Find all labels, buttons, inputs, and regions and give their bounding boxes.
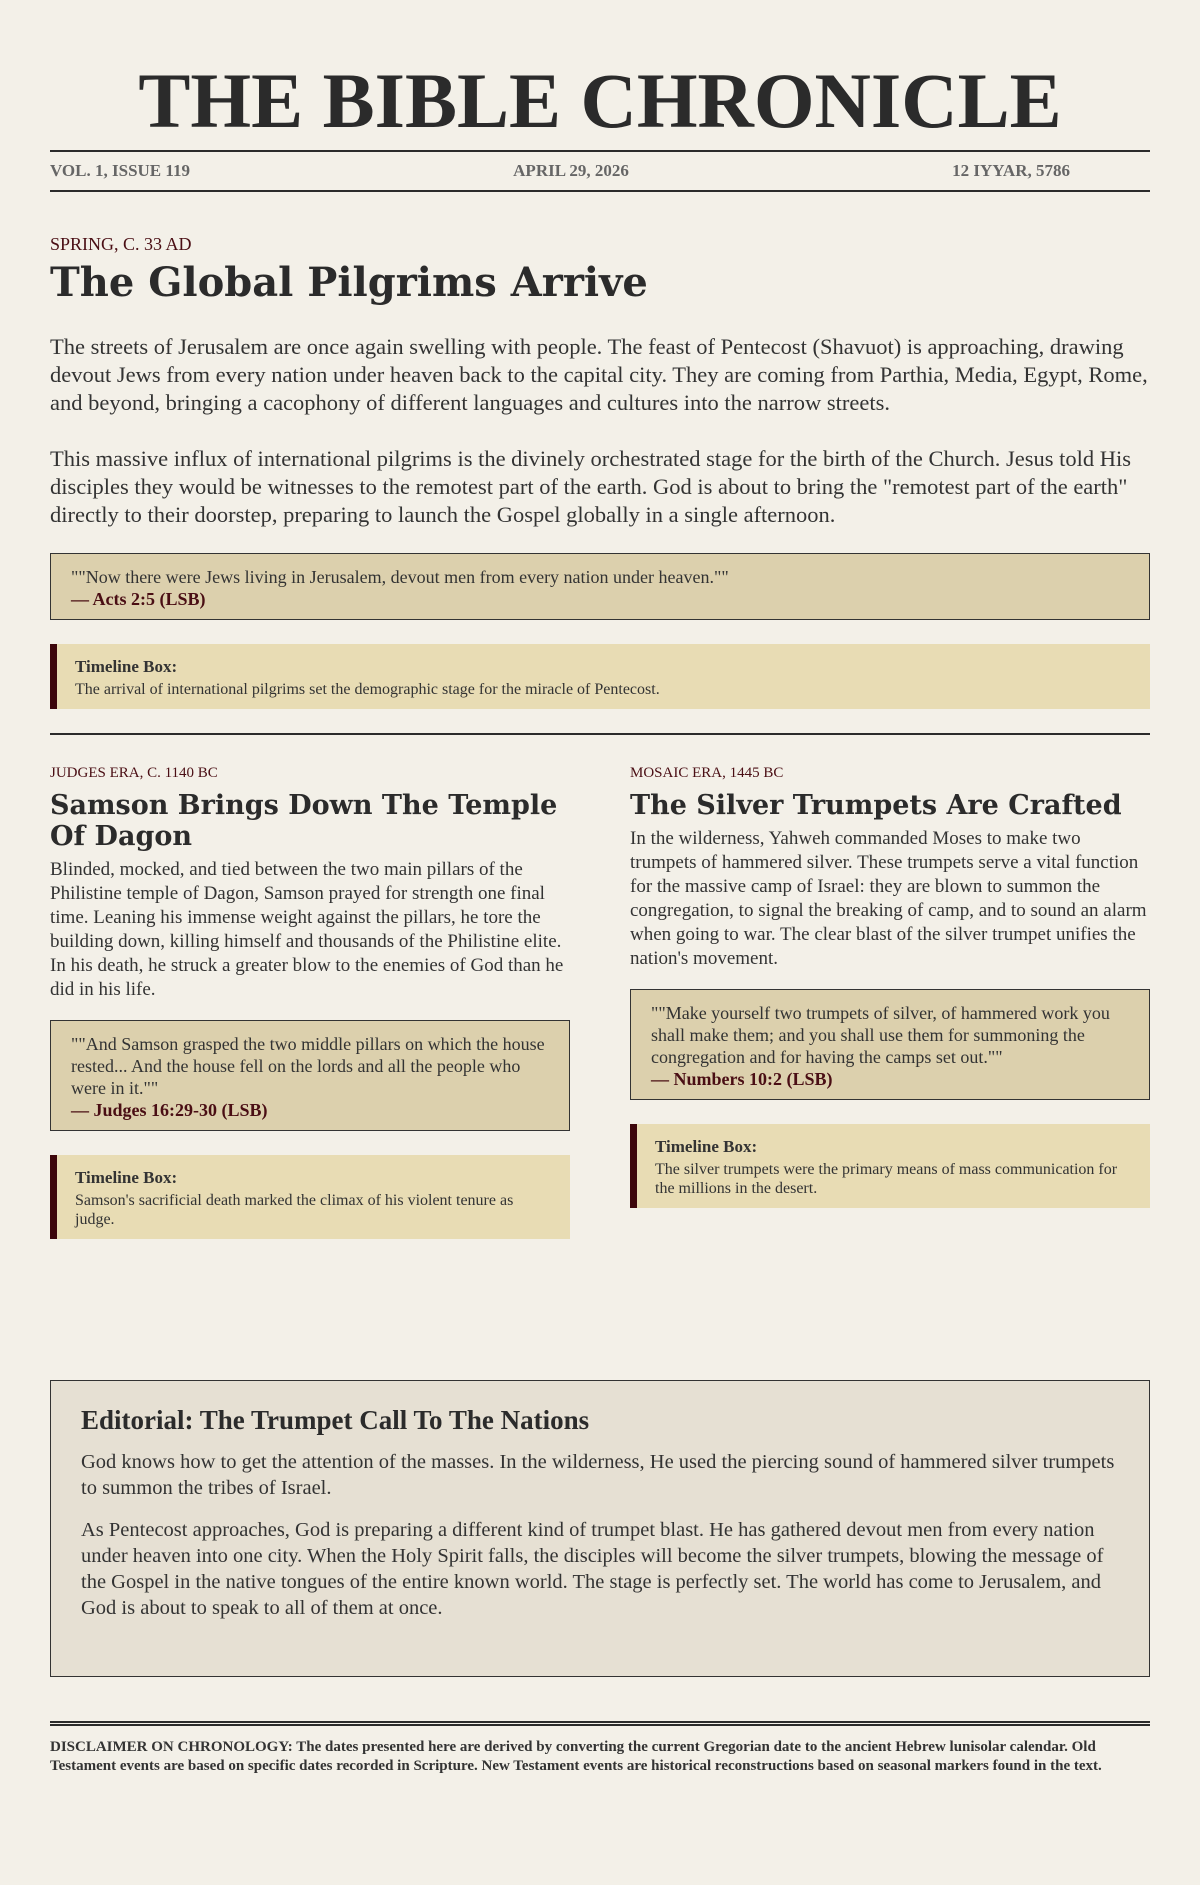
timeline-text: The silver trumpets were the primary means of mass communication for the millions in the desert. xyxy=(655,1161,1118,1197)
timeline-label: Timeline Box: xyxy=(655,1137,758,1156)
article-kicker: MOSAIC ERA, 1445 BC xyxy=(630,765,784,781)
editorial-paragraph: As Pentecost approaches, God is preparing a different kind of trumpet blast. He has gathered devout men from every nation under heaven into one city. When the Holy Spirit falls, the disciples will become the silver trumpets, blowing the message of the Gospel in the native tongues of the entire known world. The stage is perfectly set. The world has come to Jerusalem, and God is about to speak to all of them at once. xyxy=(81,1519,1104,1619)
two-column-section xyxy=(50,765,1150,1239)
timeline-label: Timeline Box: xyxy=(75,657,178,676)
masthead-meta-bar xyxy=(50,150,1150,192)
article-headline: The Silver Trumpets Are Crafted xyxy=(630,790,1122,821)
editorial-paragraph: God knows how to get the attention of the masses. In the wilderness, He used the piercing sound of hammered silver trumpets to summon the tribes of Israel. xyxy=(81,1451,1115,1499)
quote-citation: — Judges 16:29-30 (LSB) xyxy=(71,1100,268,1120)
quote-citation: — Numbers 10:2 (LSB) xyxy=(651,1069,833,1089)
timeline-text: The arrival of international pilgrims set the demographic stage for the miracle of Pentecost. xyxy=(75,681,660,698)
hebrew-date: 12 IYYAR, 5786 xyxy=(952,161,1070,180)
lead-article xyxy=(50,234,1150,709)
scripture-quote-box xyxy=(630,989,1150,1100)
masthead-title: THE BIBLE CHRONICLE xyxy=(138,57,1062,144)
issue-volume: VOL. 1, ISSUE 119 xyxy=(50,161,190,180)
column-article-trumpets xyxy=(630,765,1150,1239)
quote-citation: — Acts 2:5 (LSB) xyxy=(71,589,206,609)
timeline-box xyxy=(50,1155,570,1239)
article-body xyxy=(50,333,1150,529)
quote-text: ""Make yourself two trumpets of silver, of hammered work you shall make them; and you shall use them for summoning the congregation and for having the camps set out."" xyxy=(651,1003,1110,1067)
article-body: Blinded, mocked, and tied between the two main pillars of the Philistine temple of Dagon, Samson prayed for strength one final time. Leaning his immense weight against the pillars, he tore the building down, killing himself and thousands of the Philistine elite. In his death, he struck a greater blow to the enemies of God than he did in his life. xyxy=(50,859,564,1000)
article-paragraph: The streets of Jerusalem are once again swelling with people. The feast of Pentecost (Shavuot) is approaching, drawing devout Jews from every nation under heaven back to the capital city. They are coming from Parthia, Media, Egypt, Rome, and beyond, bringing a cacophony of different languages and cultures into the narrow streets. xyxy=(50,334,1148,415)
quote-text: ""And Samson grasped the two middle pillars on which the house rested... And the house fell on the lords and all the people who were in it."" xyxy=(71,1034,545,1098)
article-headline: Samson Brings Down The Temple Of Dagon xyxy=(50,790,558,852)
timeline-label: Timeline Box: xyxy=(75,1168,178,1187)
timeline-text: Samson's sacrificial death marked the climax of his violent tenure as judge. xyxy=(75,1192,514,1228)
article-body: In the wilderness, Yahweh commanded Moses to make two trumpets of hammered silver. These trumpets serve a vital function for the massive camp of Israel: they are blown to summon the congregation, to signal the breaking of camp, and to sound an alarm when going to war. The clear blast of the silver trumpet unifies the nation's movement. xyxy=(630,828,1147,969)
newspaper-page xyxy=(50,0,1150,1774)
scripture-quote-box xyxy=(50,1020,570,1131)
editorial-box xyxy=(50,1380,1150,1677)
article-kicker: SPRING, C. 33 AD xyxy=(50,234,192,254)
column-article-samson xyxy=(50,765,570,1239)
article-headline: The Global Pilgrims Arrive xyxy=(50,259,648,306)
scripture-quote-box xyxy=(50,553,1150,620)
article-paragraph: This massive influx of international pilgrims is the divinely orchestrated stage for the birth of the Church. Jesus told His disciples they would be witnesses to the remotest part of the earth. God is about to bring the "remotest part of the earth" directly to their doorstep, preparing to launch the Gospel globally in a single afternoon. xyxy=(50,446,1132,527)
editorial-title: Editorial: The Trumpet Call To The Nations xyxy=(81,1405,590,1435)
quote-text: ""Now there were Jews living in Jerusalem, devout men from every nation under heaven."" xyxy=(71,567,729,587)
article-kicker: JUDGES ERA, C. 1140 BC xyxy=(50,765,218,781)
chronology-disclaimer: DISCLAIMER ON CHRONOLOGY: The dates presented here are derived by converting the current Gregorian date to the ancient Hebrew lunisolar calendar. Old Testament events are based on specific dates recorded in Scripture. New Testament events are historical reconstructions based on seasonal markers found in the text. xyxy=(50,1721,1150,1776)
timeline-box xyxy=(630,1124,1150,1208)
issue-date: APRIL 29, 2026 xyxy=(513,161,629,180)
timeline-box xyxy=(50,644,1150,709)
section-divider xyxy=(50,733,1150,735)
